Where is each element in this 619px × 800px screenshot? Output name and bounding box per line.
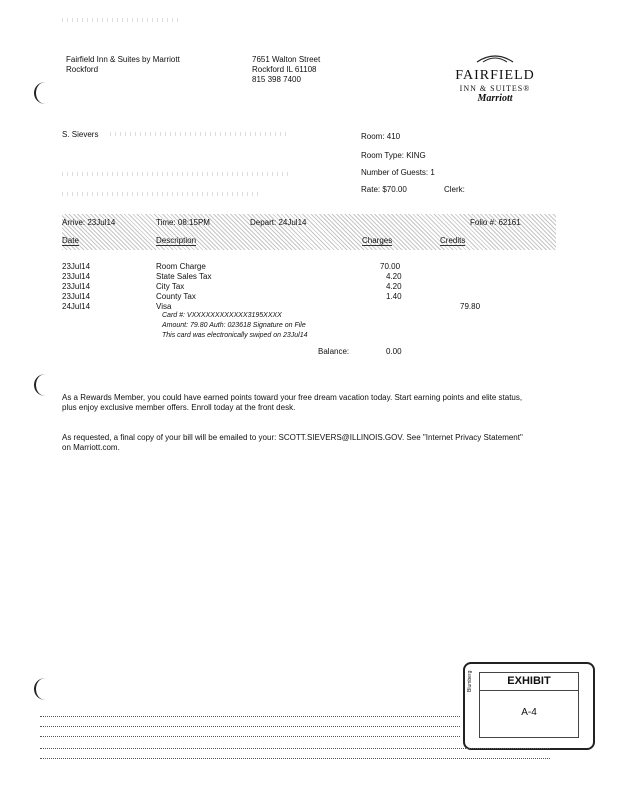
room-type: Room Type: KING [361, 151, 426, 160]
col-header-description: Description [156, 236, 197, 245]
row-description: State Sales Tax [156, 272, 212, 281]
footer-noise [40, 726, 460, 729]
binder-hole-mark [34, 82, 50, 104]
col-header-date: Date [62, 236, 79, 245]
arrive-date: Arrive: 23Jul14 [62, 218, 116, 227]
hotel-logo [455, 50, 535, 104]
row-description: City Tax [156, 282, 185, 291]
exhibit-sticker [463, 662, 595, 750]
row-description: County Tax [156, 292, 196, 301]
balance-label: Balance: [318, 347, 350, 356]
binder-hole-mark [34, 374, 50, 396]
exhibit-title: EXHIBIT [480, 675, 578, 691]
row-description: Visa [156, 302, 172, 311]
hotel-city-state-zip: Rockford IL 61108 [252, 65, 317, 74]
footer-noise [40, 748, 550, 751]
scan-noise [62, 172, 292, 176]
card-swipe-note: This card was electronically swiped on 23Jul14 [162, 332, 308, 339]
guest-name: S. Sievers [62, 130, 99, 139]
balance-value: 0.00 [386, 347, 402, 356]
hotel-street: 7651 Walton Street [252, 55, 321, 64]
footer-noise [40, 758, 550, 761]
hotel-city: Rockford [66, 65, 99, 74]
row-date: 24Jul14 [62, 302, 91, 311]
hotel-phone: 815 398 7400 [252, 75, 301, 84]
rewards-message: As a Rewards Member, you could have earned points toward your free dream vacation today. Start earning points and elite status, plus enjoy exclusive member offers. Enroll today at the front desk. [62, 393, 523, 412]
exhibit-value: A-4 [521, 707, 537, 718]
depart-date: Depart: 24Jul14 [250, 218, 307, 227]
logo-sub-text: INN & SUITES® [459, 84, 531, 93]
scan-noise [62, 18, 182, 22]
card-amount: Amount: 79.80 Auth: 023618 Signature on File [162, 322, 306, 329]
binder-hole-mark [34, 678, 50, 700]
footer-noise [40, 736, 460, 739]
exhibit-side-text: Blumberg [467, 670, 473, 692]
scan-noise [62, 192, 262, 196]
scan-noise [110, 132, 290, 136]
row-date: 23Jul14 [62, 282, 91, 291]
room-rate: Rate: $70.00 [361, 185, 407, 194]
arrive-time: Time: 08:15PM [156, 218, 210, 227]
col-header-charges: Charges [362, 236, 393, 245]
row-description: Room Charge [156, 262, 206, 271]
folio-number: Folio #: 62161 [470, 218, 521, 227]
row-date: 23Jul14 [62, 292, 91, 301]
logo-main-text: FAIRFIELD [455, 68, 535, 83]
room-number: Room: 410 [361, 132, 401, 141]
row-charge: 4.20 [386, 282, 402, 291]
hotel-name: Fairfield Inn & Suites by Marriott [66, 55, 180, 64]
number-of-guests: Number of Guests: 1 [361, 168, 435, 177]
card-number: Card #: VXXXXXXXXXXXX3195XXXX [162, 312, 282, 319]
clerk-label: Clerk: [444, 185, 465, 194]
logo-arc-icon [475, 53, 515, 63]
col-header-credits: Credits [440, 236, 466, 245]
logo-brand-text: Marriott [477, 93, 513, 104]
row-charge: 4.20 [386, 272, 402, 281]
footer-noise [40, 716, 460, 719]
row-date: 23Jul14 [62, 262, 91, 271]
row-date: 23Jul14 [62, 272, 91, 281]
row-charge: 70.00 [380, 262, 401, 271]
email-message: As requested, a final copy of your bill will be emailed to your: SCOTT.SIEVERS@ILLINOIS.GOV. See "Internet Privacy Statement" on Marriott.com. [62, 433, 523, 452]
row-credit: 79.80 [460, 302, 481, 311]
row-charge: 1.40 [386, 292, 402, 301]
